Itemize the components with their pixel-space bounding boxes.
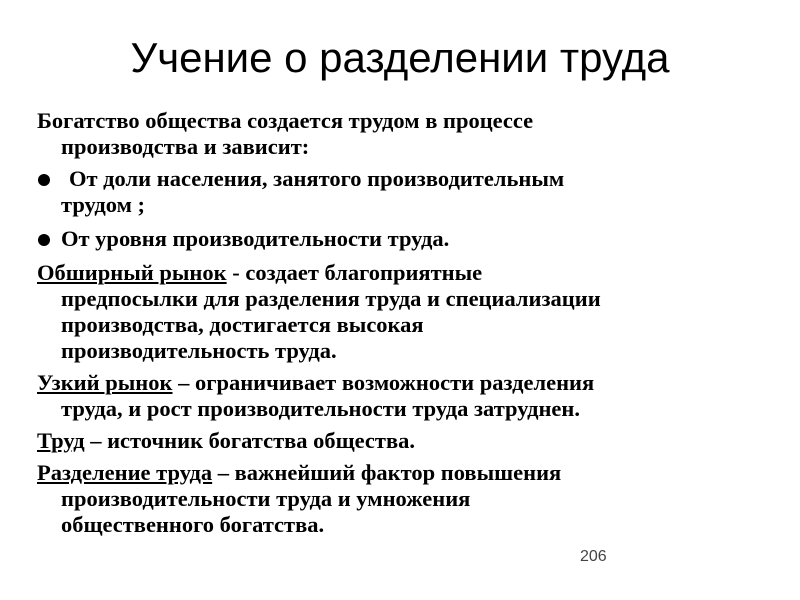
term-labor: Труд — [37, 428, 85, 453]
definition-4-line-1: – важнейший фактор повышения — [212, 460, 562, 485]
bullet-text-1 — [61, 166, 782, 218]
definition-division-of-labor — [37, 460, 782, 538]
slide-body — [37, 108, 782, 544]
definition-4-line-3: общественного богатства. — [61, 512, 325, 537]
definition-labor — [37, 428, 782, 454]
definition-2-line-2: труда, и рост производительности труда затруднен. — [61, 396, 580, 421]
bullet-dot-icon — [38, 234, 50, 246]
bullet-1-line-1: От доли населения, занятого производительным — [69, 166, 565, 191]
bullet-2-line-1: От уровня производительности труда. — [61, 226, 450, 251]
definition-4-line-2: производительности труда и умножения — [61, 486, 471, 511]
term-division-of-labor: Разделение труда — [37, 460, 213, 485]
intro-line-2: производства и зависит: — [61, 134, 310, 159]
definition-wide-market — [37, 260, 782, 364]
definition-narrow-market — [37, 370, 782, 422]
term-narrow-market: Узкий рынок — [37, 370, 173, 395]
slide-title: Учение о разделении труда — [130, 34, 670, 81]
definition-1-line-4: производительность труда. — [61, 338, 337, 363]
intro-line-1: Богатство общества создается трудом в процессе — [37, 108, 534, 133]
definition-1-line-1: - создает благоприятные — [226, 260, 483, 285]
intro-paragraph — [37, 108, 782, 160]
bullet-item-2 — [37, 226, 782, 252]
definition-3-line-1: – источник богатства общества. — [84, 428, 415, 453]
definition-1-line-3: производства, достигается высокая — [61, 312, 424, 337]
bullet-dot-icon — [38, 174, 50, 186]
bullet-1-line-2: трудом ; — [61, 192, 146, 217]
page-number: 206 — [580, 548, 607, 565]
definition-1-line-2: предпосылки для разделения труда и специализации — [61, 286, 601, 311]
definition-2-line-1: – ограничивает возможности разделения — [172, 370, 595, 395]
term-wide-market: Обширный рынок — [37, 260, 227, 285]
bullet-item-1 — [37, 166, 782, 218]
